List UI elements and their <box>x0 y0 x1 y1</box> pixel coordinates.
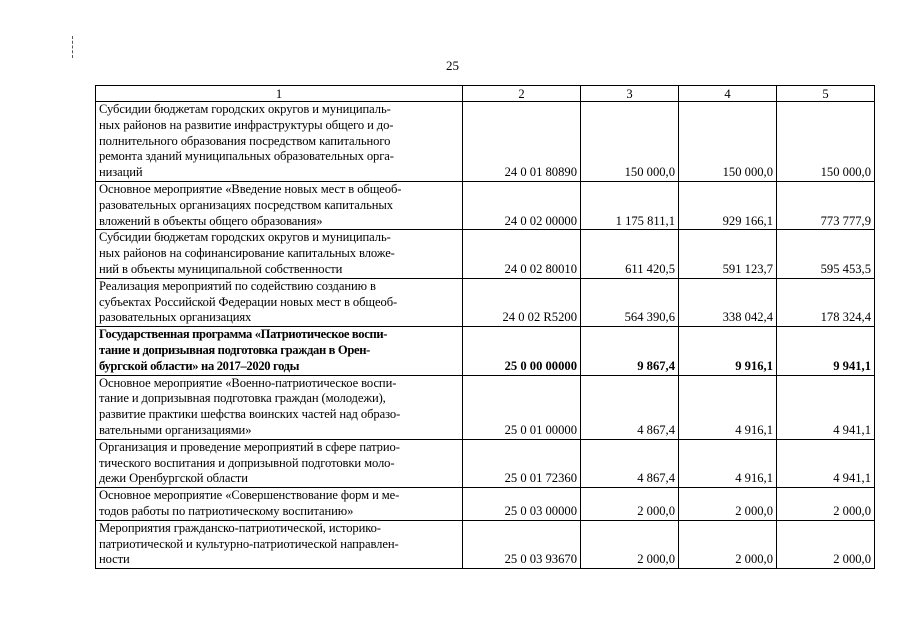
amount-2018: 9 916,1 <box>679 327 777 375</box>
amount-2019: 4 941,1 <box>777 439 875 487</box>
table-row <box>96 181 875 229</box>
amount-2018: 4 916,1 <box>679 375 777 439</box>
row-description <box>96 375 463 439</box>
margin-mark <box>72 36 74 58</box>
description-line: Основное мероприятие «Военно-патриотическое воспи- <box>99 375 397 390</box>
amount-2018: 2 000,0 <box>679 488 777 521</box>
row-description <box>96 520 463 568</box>
column-header: 3 <box>581 86 679 102</box>
description-line: Мероприятия гражданско-патриотической, историко- <box>99 520 381 535</box>
description-line: ний в объекты муниципальной собственности <box>99 261 343 276</box>
amount-2019: 150 000,0 <box>777 102 875 182</box>
column-header: 1 <box>96 86 463 102</box>
table-row <box>96 439 875 487</box>
description-line: Реализация мероприятий по содействию созданию в <box>99 278 376 293</box>
target-article-code: 25 0 00 00000 <box>463 327 581 375</box>
amount-2017: 2 000,0 <box>581 520 679 568</box>
row-description <box>96 488 463 521</box>
target-article-code: 24 0 01 80890 <box>463 102 581 182</box>
description-line: дежи Оренбургской области <box>99 471 248 486</box>
target-article-code: 24 0 02 R5200 <box>463 278 581 326</box>
target-article-code: 24 0 02 00000 <box>463 181 581 229</box>
table-row <box>96 230 875 278</box>
column-header: 4 <box>679 86 777 102</box>
description-line: ности <box>99 552 130 567</box>
amount-2018: 591 123,7 <box>679 230 777 278</box>
description-line: Субсидии бюджетам городских округов и муниципаль- <box>99 230 391 245</box>
amount-2017: 564 390,6 <box>581 278 679 326</box>
description-line: тодов работы по патриотическому воспитанию» <box>99 503 354 518</box>
amount-2018: 929 166,1 <box>679 181 777 229</box>
description-line: патриотической и культурно-патриотической направлен- <box>99 536 399 551</box>
description-line: разовательных организациях <box>99 310 252 325</box>
description-line: разовательных организациях посредством капитальных <box>99 197 393 212</box>
description-line: тание и допризывная подготовка граждан в Орен- <box>99 342 371 357</box>
description-line: субъектах Российской Федерации новых мест в общеоб- <box>99 294 398 309</box>
amount-2017: 2 000,0 <box>581 488 679 521</box>
amount-2019: 2 000,0 <box>777 488 875 521</box>
description-line: ремонта зданий муниципальных образовательных орга- <box>99 149 394 164</box>
description-line: развитие практики шефства воинских частей над образо- <box>99 407 401 422</box>
description-line: вательными организациями» <box>99 422 252 437</box>
description-line: бургской области» на 2017–2020 годы <box>99 358 300 373</box>
row-description <box>96 230 463 278</box>
amount-2018: 338 042,4 <box>679 278 777 326</box>
table-row <box>96 102 875 182</box>
table-row <box>96 488 875 521</box>
row-description <box>96 327 463 375</box>
description-line: тание и допризывная подготовка граждан (молодежи), <box>99 391 386 406</box>
budget-table <box>95 85 875 569</box>
amount-2017: 1 175 811,1 <box>581 181 679 229</box>
description-line: Основное мероприятие «Совершенствование форм и ме- <box>99 488 400 503</box>
table-row <box>96 327 875 375</box>
amount-2017: 611 420,5 <box>581 230 679 278</box>
table-row <box>96 520 875 568</box>
amount-2017: 4 867,4 <box>581 375 679 439</box>
table-row <box>96 278 875 326</box>
target-article-code: 25 0 01 72360 <box>463 439 581 487</box>
description-line: Организация и проведение мероприятий в сфере патрио- <box>99 439 400 454</box>
amount-2019: 595 453,5 <box>777 230 875 278</box>
row-description <box>96 278 463 326</box>
target-article-code: 24 0 02 80010 <box>463 230 581 278</box>
description-line: полнительного образования посредством капитального <box>99 133 391 148</box>
description-line: тического воспитания и допризывной подготовки моло- <box>99 455 395 470</box>
description-line: Государственная программа «Патриотическое воспи- <box>99 327 388 342</box>
amount-2017: 4 867,4 <box>581 439 679 487</box>
amount-2017: 9 867,4 <box>581 327 679 375</box>
row-description <box>96 439 463 487</box>
amount-2019: 773 777,9 <box>777 181 875 229</box>
table-row <box>96 375 875 439</box>
target-article-code: 25 0 01 00000 <box>463 375 581 439</box>
description-line: Основное мероприятие «Введение новых мест в общеоб- <box>99 181 402 196</box>
amount-2017: 150 000,0 <box>581 102 679 182</box>
description-line: ных районов на развитие инфраструктуры общего и до- <box>99 117 394 132</box>
description-line: вложений в объекты общего образования» <box>99 213 323 228</box>
amount-2019: 9 941,1 <box>777 327 875 375</box>
amount-2019: 2 000,0 <box>777 520 875 568</box>
description-line: ных районов на софинансирование капитальных вложе- <box>99 246 395 261</box>
row-description <box>96 181 463 229</box>
amount-2019: 178 324,4 <box>777 278 875 326</box>
description-line: Субсидии бюджетам городских округов и муниципаль- <box>99 102 391 116</box>
amount-2019: 4 941,1 <box>777 375 875 439</box>
table-header-row <box>96 86 875 102</box>
amount-2018: 150 000,0 <box>679 102 777 182</box>
column-header: 2 <box>463 86 581 102</box>
page-number: 25 <box>446 58 459 73</box>
target-article-code: 25 0 03 93670 <box>463 520 581 568</box>
description-line: низаций <box>99 165 143 180</box>
target-article-code: 25 0 03 00000 <box>463 488 581 521</box>
row-description <box>96 102 463 182</box>
amount-2018: 4 916,1 <box>679 439 777 487</box>
amount-2018: 2 000,0 <box>679 520 777 568</box>
column-header: 5 <box>777 86 875 102</box>
